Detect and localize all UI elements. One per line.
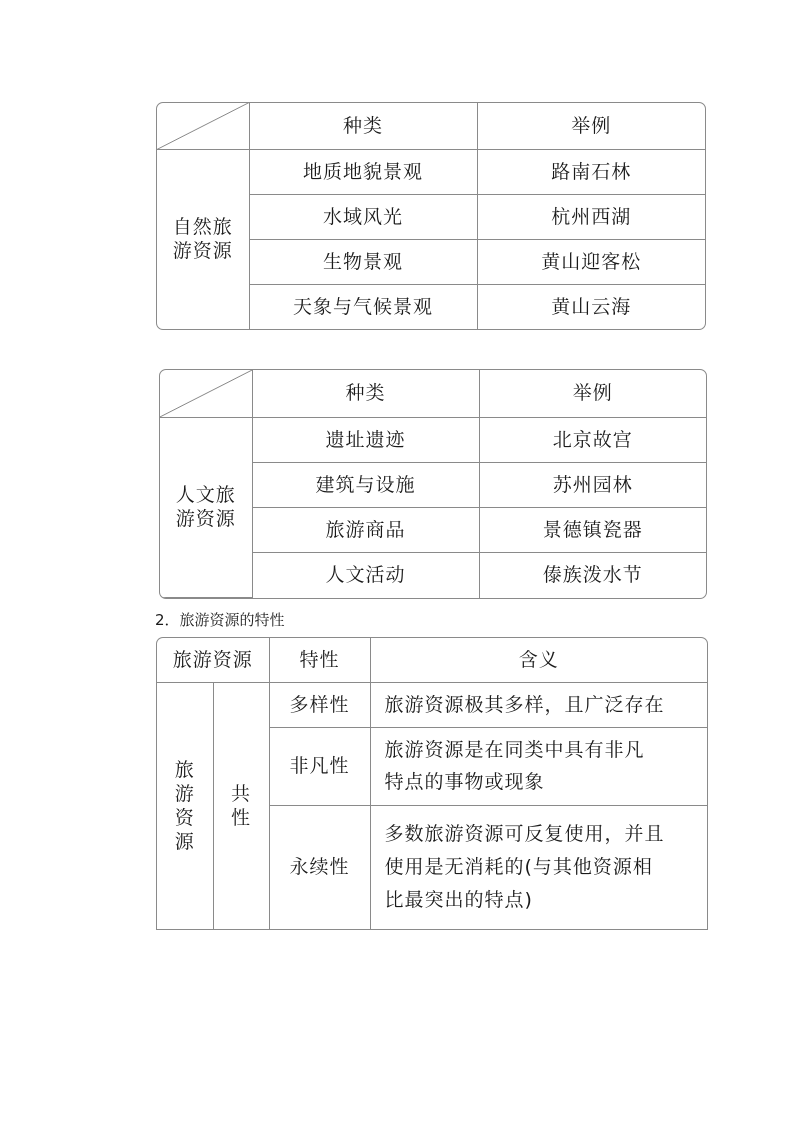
cultural-resources-table xyxy=(159,369,707,599)
header-trait: 特性 xyxy=(269,638,370,682)
example-cell: 杭州西湖 xyxy=(477,194,705,239)
example-cell: 景德镇瓷器 xyxy=(479,507,706,552)
meaning-cell: 旅游资源是在同类中具有非凡 特点的事物或现象 xyxy=(370,727,707,805)
header-meaning: 含义 xyxy=(370,638,707,682)
example-cell: 黄山迎客松 xyxy=(477,239,705,284)
example-cell: 黄山云海 xyxy=(477,284,705,329)
diagonal-header-cell xyxy=(157,103,249,149)
trait-cell: 永续性 xyxy=(269,805,370,929)
example-cell: 路南石林 xyxy=(477,149,705,194)
example-cell: 傣族泼水节 xyxy=(479,552,706,597)
header-category: 种类 xyxy=(252,370,479,417)
category-cell: 旅游商品 xyxy=(252,507,479,552)
category-cell: 地质地貌景观 xyxy=(249,149,477,194)
example-cell: 苏州园林 xyxy=(479,462,706,507)
header-category: 种类 xyxy=(249,103,477,149)
group-label-natural: 自然旅 游资源 xyxy=(157,149,249,329)
category-cell: 遗址遗迹 xyxy=(252,417,479,462)
diagonal-header-cell xyxy=(160,370,252,417)
group-label-cultural: 人文旅 游资源 xyxy=(160,417,252,597)
meaning-cell: 多数旅游资源可反复使用，并且 使用是无消耗的(与其他资源相 比最突出的特点) xyxy=(370,805,707,929)
header-example: 举例 xyxy=(477,103,705,149)
category-cell: 天象与气候景观 xyxy=(249,284,477,329)
example-cell: 北京故宫 xyxy=(479,417,706,462)
category-cell: 水域风光 xyxy=(249,194,477,239)
header-resource: 旅游资源 xyxy=(157,638,269,682)
category-cell: 生物景观 xyxy=(249,239,477,284)
trait-cell: 多样性 xyxy=(269,682,370,727)
header-example: 举例 xyxy=(479,370,706,417)
group-label-resource: 旅 游 资 源 xyxy=(157,682,213,929)
group-label-common: 共 性 xyxy=(213,682,269,929)
section-heading: 2．旅游资源的特性 xyxy=(155,611,285,629)
resource-traits-table xyxy=(156,637,708,930)
natural-resources-table xyxy=(156,102,706,330)
meaning-cell: 旅游资源极其多样，且广泛存在 xyxy=(370,682,707,727)
trait-cell: 非凡性 xyxy=(269,727,370,805)
category-cell: 人文活动 xyxy=(252,552,479,597)
category-cell: 建筑与设施 xyxy=(252,462,479,507)
